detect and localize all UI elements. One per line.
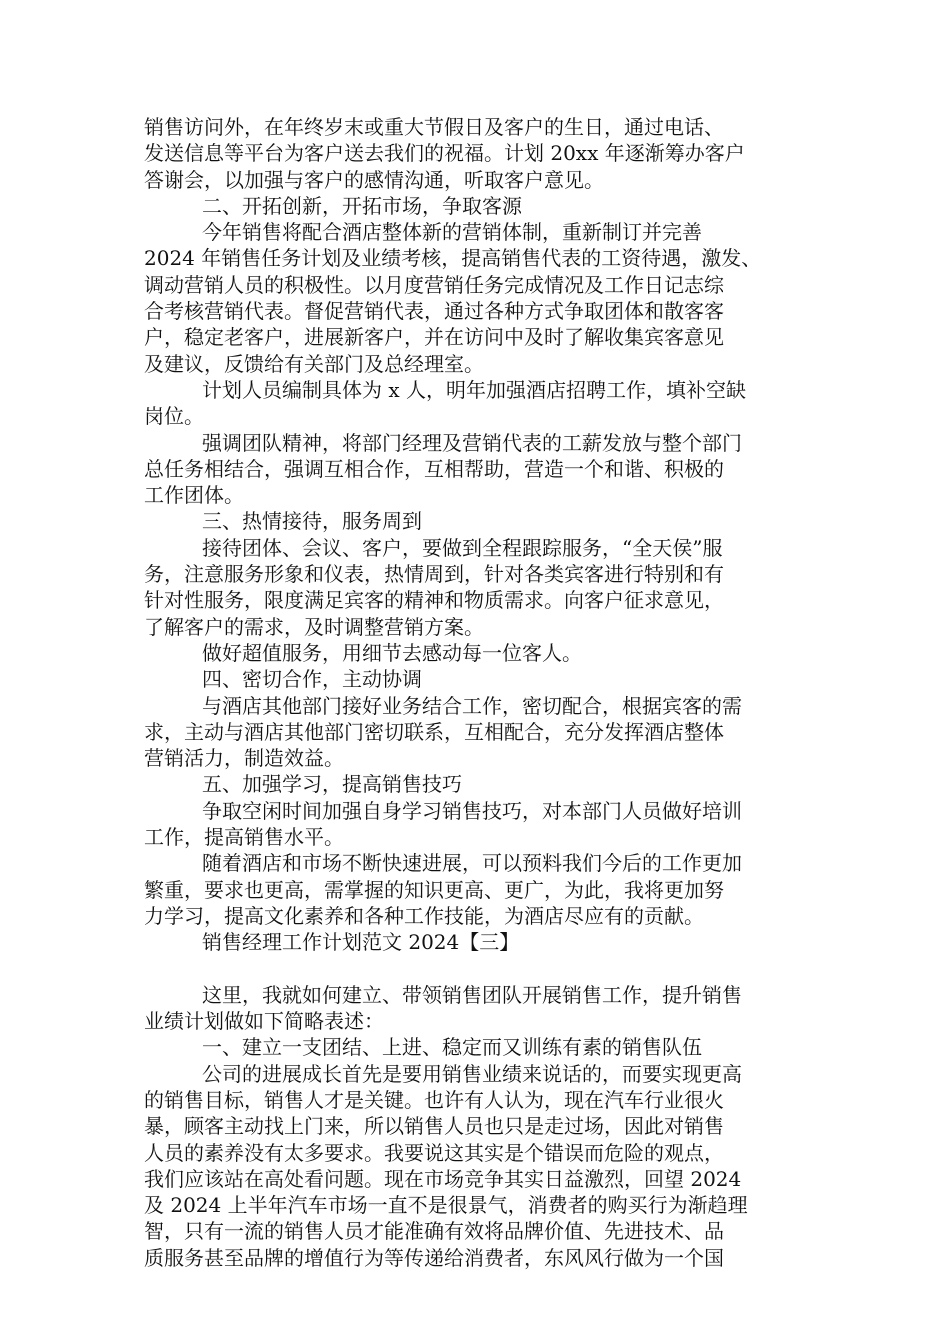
text-line: 强调团队精神，将部门经理及营销代表的工薪发放与整个部门 [202,430,742,455]
text-line: 争取空闲时间加强自身学习销售技巧，对本部门人员做好培训 [202,798,742,823]
text-line: 发送信息等平台为客户送去我们的祝福。计划 20xx 年逐渐筹办客户 [144,141,745,166]
text-line: 五、加强学习，提高销售技巧 [202,772,462,797]
text-line: 及 2024 上半年汽车市场一直不是很景气，消费者的购买行为渐趋理 [144,1193,748,1218]
text-line: 繁重，要求也更高，需掌握的知识更高、更广，为此，我将更加努 [144,877,724,902]
text-line: 业绩计划做如下简略表述： [144,1009,384,1034]
text-line: 做好超值服务，用细节去感动每一位客人。 [202,640,582,665]
text-line: 岗位。 [144,404,204,429]
text-line: 智，只有一流的销售人员才能准确有效将品牌价值、先进技术、品 [144,1219,724,1244]
text-line: 针对性服务，限度满足宾客的精神和物质需求。向客户征求意见， [144,588,724,613]
text-line: 工作团体。 [144,483,244,508]
text-line: 销售访问外，在年终岁末或重大节假日及客户的生日，通过电话、 [144,115,724,139]
text-line: 与酒店其他部门接好业务结合工作，密切配合，根据宾客的需 [202,693,742,718]
text-line: 合考核营销代表。督促营销代表，通过各种方式争取团体和散客客 [144,299,724,324]
text-line: 求，主动与酒店其他部门密切联系，互相配合，充分发挥酒店整体 [144,719,724,744]
text-line: 计划人员编制具体为 x 人，明年加强酒店招聘工作，填补空缺 [202,377,746,402]
text-line: 销售经理工作计划范文 2024【三】 [202,930,520,955]
document-body [144,114,824,1271]
text-line: 三、热情接待，服务周到 [202,509,422,534]
text-line: 力学习，提高文化素养和各种工作技能，为酒店尽应有的贡献。 [144,903,704,928]
text-line: 营销活力，制造效益。 [144,746,344,771]
text-line: 2024 年销售任务计划及业绩考核，提高销售代表的工资待遇，激发、 [144,246,762,271]
text-line: 随着酒店和市场不断快速进展，可以预料我们今后的工作更加 [202,851,742,876]
text-line: 接待团体、会议、客户，要做到全程跟踪服务，“全天侯”服 [202,535,723,560]
text-line: 我们应该站在高处看问题。现在市场竞争其实日益激烈，回望 2024 [144,1166,742,1191]
text-line: 二、开拓创新，开拓市场，争取客源 [202,193,522,218]
text-line [144,956,824,982]
text-line: 调动营销人员的积极性。以月度营销任务完成情况及工作日记志综 [144,272,724,297]
text-line: 公司的进展成长首先是要用销售业绩来说话的，而要实现更高 [202,1061,742,1086]
text-line: 的销售目标，销售人才是关键。也许有人认为，现在汽车行业很火 [144,1087,724,1112]
text-line: 及建议，反馈给有关部门及总经理室。 [144,351,484,376]
text-line: 人员的素养没有太多要求。我要说这其实是个错误而危险的观点， [144,1140,724,1165]
text-line: 务，注意服务形象和仪表，热情周到，针对各类宾客进行特别和有 [144,562,724,587]
text-line: 答谢会，以加强与客户的感情沟通，听取客户意见。 [144,167,604,192]
text-line: 质服务甚至品牌的增值行为等传递给消费者，东风风行做为一个国 [144,1245,724,1270]
text-line: 暴，顾客主动找上门来，所以销售人员也只是走过场，因此对销售 [144,1114,724,1139]
text-line: 了解客户的需求，及时调整营销方案。 [144,614,484,639]
text-line: 这里，我就如何建立、带领销售团队开展销售工作，提升销售 [202,982,742,1007]
text-line: 总任务相结合，强调互相合作，互相帮助，营造一个和谐、积极的 [144,456,724,481]
text-line: 今年销售将配合酒店整体新的营销体制，重新制订并完善 [202,220,702,245]
text-line: 四、密切合作，主动协调 [202,667,422,692]
text-line: 户，稳定老客户，进展新客户，并在访问中及时了解收集宾客意见 [144,325,724,350]
text-line: 工作，提高销售水平。 [144,825,344,850]
text-line: 一、建立一支团结、上进、稳定而又训练有素的销售队伍 [202,1035,702,1060]
